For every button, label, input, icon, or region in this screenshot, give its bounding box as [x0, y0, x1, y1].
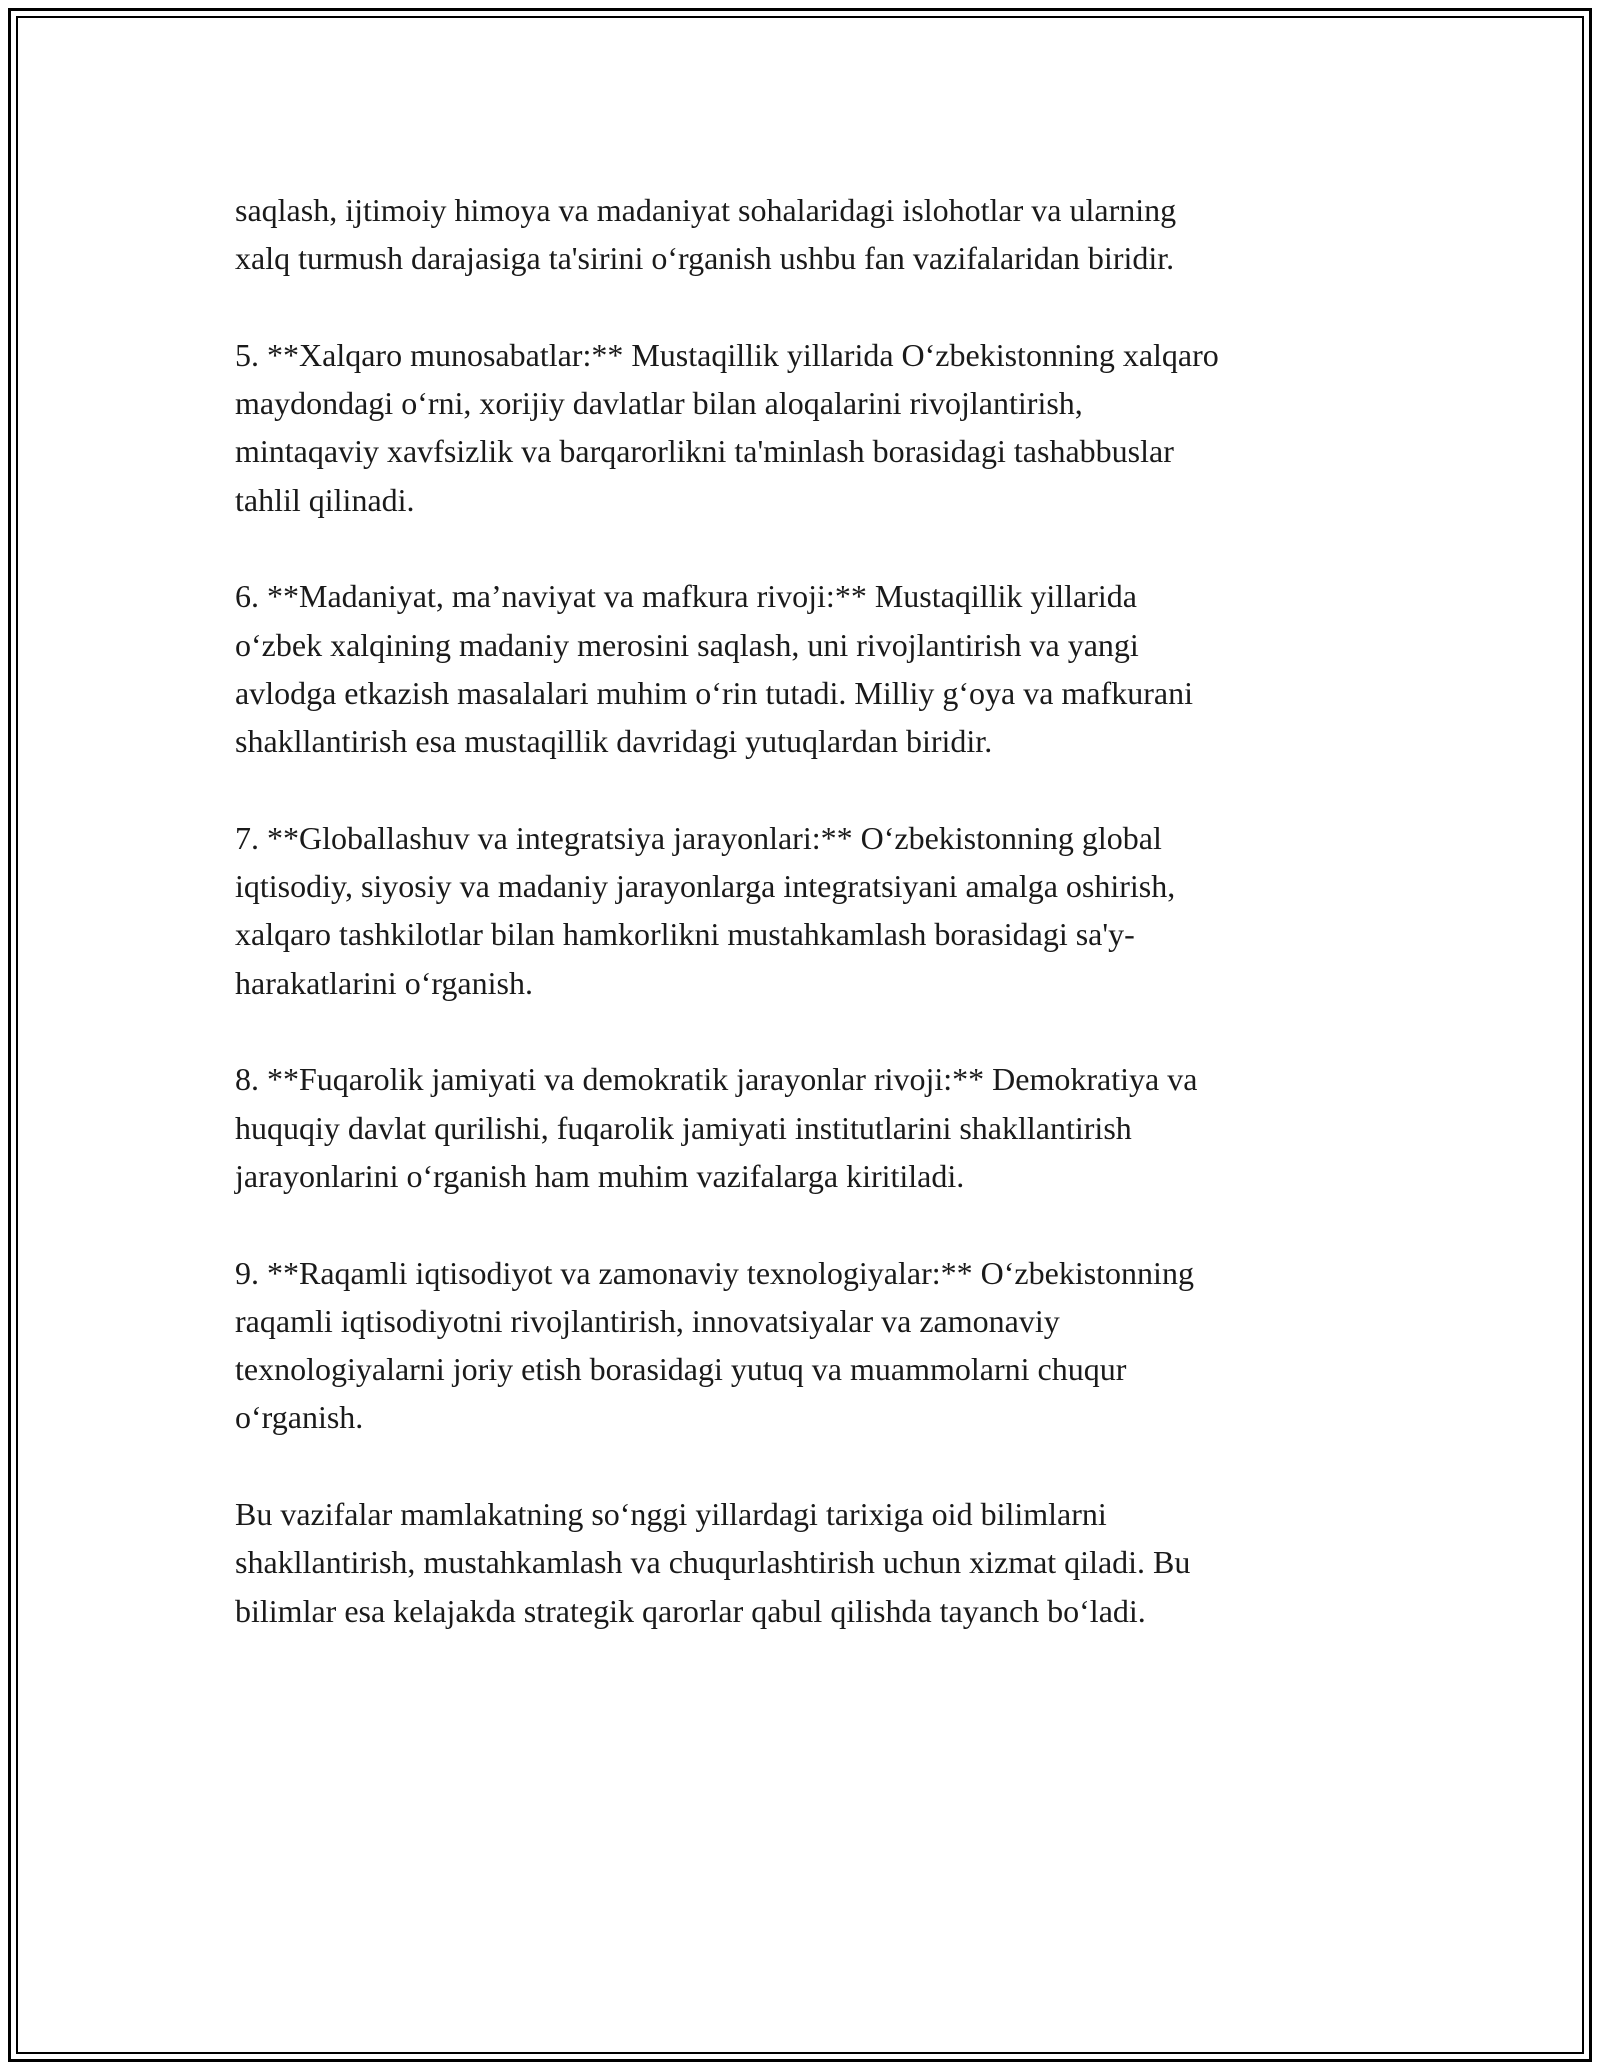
paragraph-item-6: 6. **Madaniyat, ma’naviyat va mafkura rivoji:** Mustaqillik yillarida o‘zbek xalqining madaniy merosini saqlash, uni rivojlantirish va yangi avlodga etkazish masalalari muhim o‘rin tutadi. Milliy g‘oya va mafkurani shakllantirish esa mustaqillik davridagi yutuqlardan biridir. — [235, 578, 1193, 760]
paragraph-item-7: 7. **Globallashuv va integratsiya jarayonlari:** O‘zbekistonning global iqtisodiy, siyosiy va madaniy jarayonlarga integratsiyani amalga oshirish, xalqaro tashkilotlar bilan hamkorlikni mustahkamlash borasidagi sa'y- harakatlarini o‘rganish. — [235, 819, 1176, 1001]
paragraph-item-8: 8. **Fuqarolik jamiyati va demokratik jarayonlar rivoji:** Demokratiya va huquqiy davlat qurilishi, fuqarolik jamiyati institutlarini shakllantirish jarayonlarini o‘rganish ham muhim vazifalarga kiritiladi. — [235, 1061, 1198, 1194]
document-body — [235, 186, 1375, 1683]
paragraph-item-5: 5. **Xalqaro munosabatlar:** Mustaqillik yillarida O‘zbekistonning xalqaro maydondagi o‘rni, xorijiy davlatlar bilan aloqalarini rivojlantirish, mintaqaviy xavfsizlik va barqarorlikni ta'minlash borasidagi tashabbuslar tahlil qilinadi. — [235, 336, 1219, 518]
paragraph-conclusion: Bu vazifalar mamlakatning so‘nggi yillardagi tarixiga oid bilimlarni shakllantirish, mustahkamlash va chuqurlashtirish uchun xizmat qiladi. Bu bilimlar esa kelajakda strategik qarorlar qabul qilishda tayanch bo‘ladi. — [235, 1496, 1191, 1629]
paragraph-item-9: 9. **Raqamli iqtisodiyot va zamonaviy texnologiyalar:** O‘zbekistonning raqamli iqtisodiyotni rivojlantirish, innovatsiyalar va zamonaviy texnologiyalarni joriy etish borasidagi yutuq va muammolarni chuqur o‘rganish. — [235, 1254, 1194, 1436]
paragraph-continuation: saqlash, ijtimoiy himoya va madaniyat sohalaridagi islohotlar va ularning xalq turmush darajasiga ta'sirini o‘rganish ushbu fan vazifalaridan biridir. — [235, 192, 1177, 277]
